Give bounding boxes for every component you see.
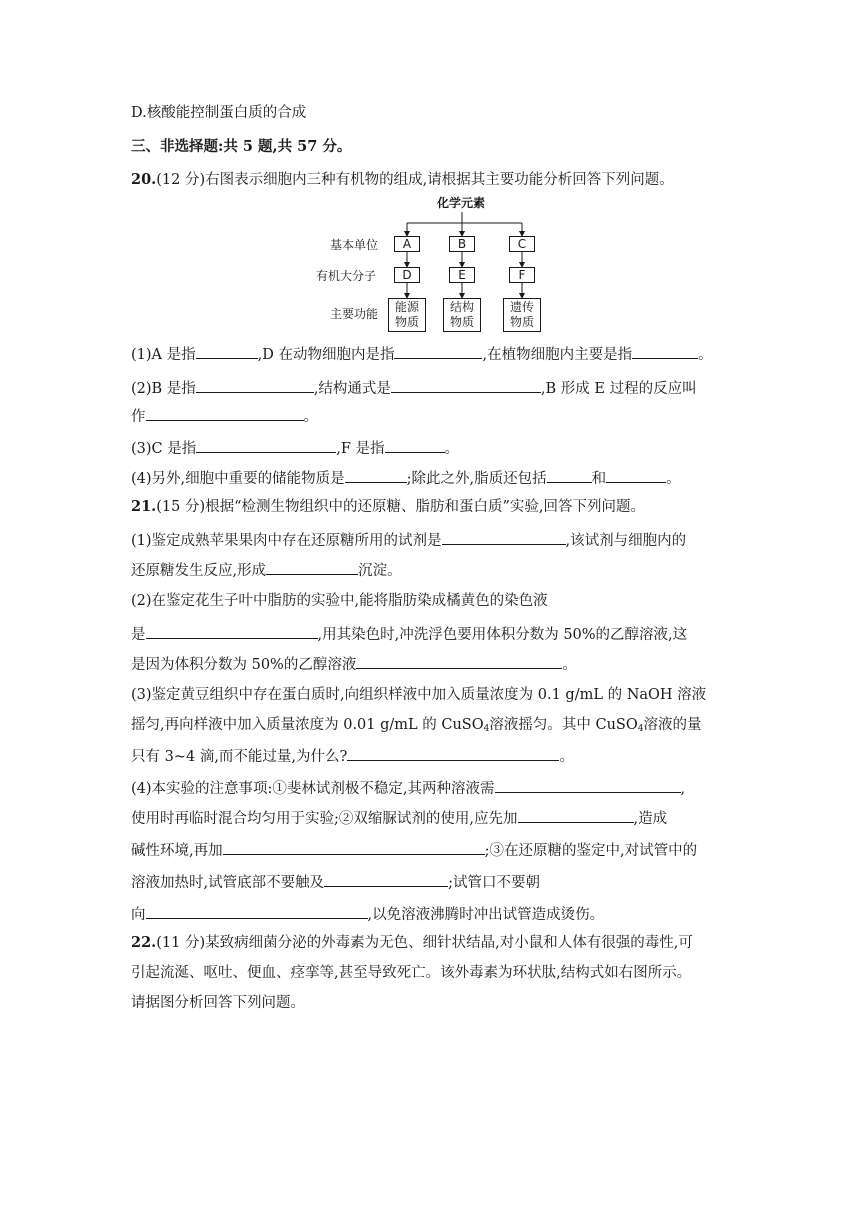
- q20-p1-text: (1)A 是指: [131, 347, 196, 363]
- q20-part-3: [131, 437, 459, 459]
- q20-p1-text: ,D 在动物细胞内是指: [257, 347, 395, 363]
- q21-p4-text: ,造成: [633, 811, 668, 827]
- q21-p1-text: ,该试剂与细胞内的: [565, 533, 687, 549]
- q21-p3-text: 溶液摇匀。其中 CuSO: [489, 717, 638, 733]
- q21-p4-text: ;③在还原糖的鉴定中,对试管中的: [484, 843, 698, 859]
- subscript-4: 4: [637, 724, 644, 734]
- q20-p2-text: ,结构通式是: [313, 381, 391, 397]
- q21-part-4-cont2: [131, 839, 697, 861]
- answer-blank[interactable]: [196, 377, 314, 393]
- q21-p3-text: 摇匀,再向样液中加入质量浓度为 0.01 g/mL 的 CuSO: [131, 717, 484, 733]
- q22-stem-text: (11 分)某致病细菌分泌的外毒素为无色、细针状结晶,对小鼠和人体有很强的毒性,可: [156, 935, 693, 951]
- macromolecule-box-f: F: [509, 267, 535, 283]
- q21-stem-text: (15 分)根据“检测生物组织中的还原糖、脂肪和蛋白质”实验,回答下列问题。: [156, 499, 646, 515]
- basic-unit-label: 基本单位: [330, 238, 379, 252]
- function-genetic-line1: 遗传: [509, 300, 534, 314]
- q21-p2-text: ,用其染色时,冲洗浮色要用体积分数为 50%的乙醇溶液,这: [317, 627, 688, 643]
- answer-blank[interactable]: [606, 467, 666, 483]
- answer-blank[interactable]: [518, 807, 634, 823]
- macromolecule-box-e: E: [449, 267, 475, 283]
- q20-p3-text: 。: [444, 441, 460, 457]
- answer-blank[interactable]: [324, 871, 448, 887]
- q21-p1-text: (1)鉴定成熟苹果果肉中存在还原糖所用的试剂是: [131, 533, 442, 549]
- q21-part-2: (2)在鉴定花生子叶中脂肪的实验中,能将脂肪染成橘黄色的染色液: [131, 593, 548, 609]
- q21-number: 21.: [131, 498, 157, 515]
- q20-p4-text: (4)另外,细胞中重要的储能物质是: [131, 471, 345, 487]
- macromolecule-label: 有机大分子: [316, 269, 377, 283]
- q20-stem: [131, 170, 674, 190]
- function-structure-line2: 物质: [449, 315, 474, 329]
- q20-part-4: [131, 467, 681, 489]
- macromolecule-box-d: D: [394, 267, 420, 283]
- function-genetic-line2: 物质: [509, 315, 534, 329]
- answer-blank[interactable]: [385, 437, 445, 453]
- unit-box-a: A: [394, 236, 420, 252]
- answer-blank[interactable]: [632, 343, 698, 359]
- q21-p4-text: 向: [131, 907, 146, 923]
- q20-p2-text: ,B 形成 E 过程的反应叫: [540, 381, 697, 397]
- q21-p1-text: 沉淀。: [358, 563, 402, 579]
- q21-p3-text: 只有 3~4 滴,而不能过量,为什么?: [131, 749, 348, 765]
- q20-p1-text: 。: [698, 347, 713, 363]
- q21-stem: [131, 497, 645, 517]
- q20-p4-text: 和: [591, 471, 607, 487]
- answer-blank[interactable]: [345, 467, 407, 483]
- answer-blank[interactable]: [495, 777, 681, 793]
- q21-part-1-cont: [131, 559, 402, 581]
- q21-part-4: [131, 777, 685, 799]
- q19-option-d: D.核酸能控制蛋白质的合成: [131, 105, 307, 121]
- answer-blank[interactable]: [223, 839, 485, 855]
- unit-box-b: B: [449, 236, 475, 252]
- q22-stem-line3: 请据图分析回答下列问题。: [131, 995, 305, 1011]
- q21-part-3: (3)鉴定黄豆组织中存在蛋白质时,向组织样液中加入质量浓度为 0.1 g/mL 的 NaOH 溶液: [131, 687, 707, 703]
- answer-blank[interactable]: [146, 903, 368, 919]
- answer-blank[interactable]: [146, 405, 304, 421]
- chemical-elements-label: 化学元素: [437, 196, 486, 210]
- q22-stem: [131, 933, 693, 953]
- q20-p2-text: (2)B 是指: [131, 381, 196, 397]
- q20-part-1: [131, 343, 713, 365]
- q20-p4-text: ;除此之外,脂质还包括: [406, 471, 547, 487]
- q21-part-4-cont: [131, 807, 667, 829]
- q21-p4-text: ,以免溶液沸腾时冲出试管造成烫伤。: [367, 907, 605, 923]
- q21-p3-text: 。: [559, 749, 574, 765]
- q21-p4-text: 溶液加热时,试管底部不要触及: [131, 875, 325, 891]
- function-energy-line1: 能源: [394, 300, 419, 314]
- q21-p3-text: 溶液的量: [643, 717, 702, 733]
- answer-blank[interactable]: [547, 467, 592, 483]
- q21-p2-text: 是: [131, 627, 146, 643]
- q20-part-2-cont: [131, 405, 318, 427]
- q20-p2-text: 作: [131, 409, 146, 425]
- answer-blank[interactable]: [266, 559, 358, 575]
- function-structure-line1: 结构: [449, 300, 474, 314]
- q21-part-1: [131, 529, 686, 551]
- answer-blank[interactable]: [391, 377, 541, 393]
- q21-p4-text: (4)本实验的注意事项:①斐林试剂极不稳定,其两种溶液需: [131, 781, 495, 797]
- answer-blank[interactable]: [196, 343, 258, 359]
- main-function-label: 主要功能: [330, 307, 379, 321]
- function-box-energy: [388, 298, 426, 332]
- answer-blank[interactable]: [442, 529, 566, 545]
- q20-number: 20.: [131, 171, 157, 188]
- q20-p1-text: ,在植物细胞内主要是指: [482, 347, 633, 363]
- answer-blank[interactable]: [196, 437, 336, 453]
- q22-number: 22.: [131, 934, 157, 951]
- q21-p4-text: 碱性环境,再加: [131, 843, 223, 859]
- function-box-genetic: [503, 298, 541, 332]
- q21-part-2-cont: [131, 623, 687, 645]
- answer-blank[interactable]: [347, 745, 559, 761]
- organic-composition-diagram: [316, 192, 552, 337]
- q20-p4-text: 。: [666, 471, 681, 487]
- q21-p2-text: 是因为体积分数为 50%的乙醇溶液: [131, 657, 357, 673]
- q22-stem-line2: 引起流涎、呕吐、便血、痉挛等,甚至导致死亡。该外毒素为环状肽,结构式如右图所示。: [131, 965, 692, 981]
- q21-p2-text: 。: [562, 657, 577, 673]
- answer-blank[interactable]: [394, 343, 482, 359]
- q21-p1-text: 还原糖发生反应,形成: [131, 563, 267, 579]
- function-box-structure: [443, 298, 481, 332]
- subscript-4: 4: [483, 724, 490, 734]
- q21-p4-text: 使用时再临时混合均匀用于实验;②双缩脲试剂的使用,应先加: [131, 811, 518, 827]
- q20-part-2: [131, 377, 697, 399]
- q20-stem-text: (12 分)右图表示细胞内三种有机物的组成,请根据其主要功能分析回答下列问题。: [156, 172, 674, 188]
- q21-part-2-cont2: [131, 653, 577, 675]
- q20-p3-text: ,F 是指: [336, 441, 385, 457]
- q20-p3-text: (3)C 是指: [131, 441, 197, 457]
- answer-blank[interactable]: [356, 653, 562, 669]
- q21-p4-text: ;试管口不要朝: [448, 875, 540, 891]
- q20-p2-text: 。: [303, 409, 318, 425]
- section-3-title: 三、非选择题:共 5 题,共 57 分。: [131, 138, 352, 155]
- q21-part-4-cont4: [131, 903, 604, 925]
- q21-part-3-cont2: [131, 745, 574, 767]
- unit-box-c: C: [509, 236, 535, 252]
- answer-blank[interactable]: [146, 623, 318, 639]
- function-energy-line2: 物质: [394, 315, 419, 329]
- q21-part-4-cont3: [131, 871, 540, 893]
- q21-p4-text: ,: [680, 781, 686, 797]
- q21-part-3-cont: [131, 715, 701, 739]
